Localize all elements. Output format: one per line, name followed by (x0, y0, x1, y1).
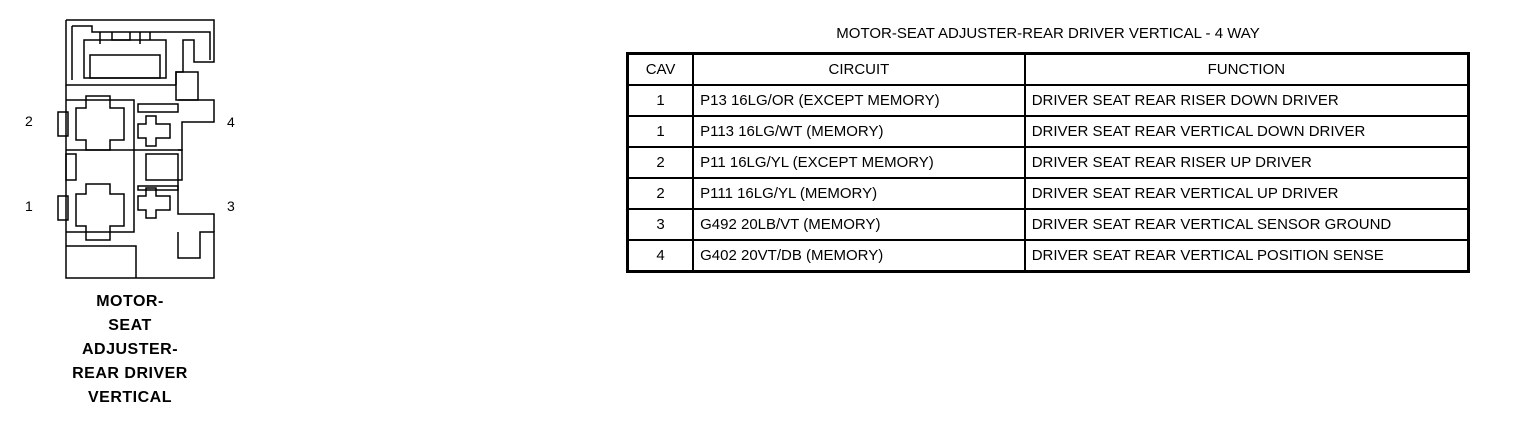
connector-name-line: ADJUSTER- (81, 341, 179, 358)
connector-side-block (176, 72, 198, 100)
cavity-label-3: 3 (227, 198, 235, 214)
connector-lock-slot (90, 55, 160, 78)
header-circuit: CIRCUIT (693, 54, 1025, 86)
connector-slot-left (66, 154, 76, 180)
connector-lock-tab (84, 40, 166, 78)
table-row (628, 147, 1469, 178)
cavity-2-terminal (76, 96, 124, 150)
connector-body-bottom (66, 246, 136, 278)
cell-circuit: P11 16LG/YL (EXCEPT MEMORY) (693, 147, 1025, 178)
table-row (628, 209, 1469, 240)
connector-small-slot-top (138, 104, 178, 112)
connector-lock-detail (100, 32, 150, 44)
cell-cav: 2 (628, 178, 694, 209)
header-function: FUNCTION (1025, 54, 1469, 86)
cell-function: DRIVER SEAT REAR VERTICAL SENSOR GROUND (1025, 209, 1469, 240)
cavity-label-2: 2 (25, 113, 33, 129)
table-header-row (628, 54, 1469, 86)
cell-function: DRIVER SEAT REAR RISER DOWN DRIVER (1025, 85, 1469, 116)
cavity-label-1: 1 (25, 198, 33, 214)
connector-face-diagram (0, 0, 300, 290)
cell-circuit: G492 20LB/VT (MEMORY) (693, 209, 1025, 240)
cell-cav: 2 (628, 147, 694, 178)
connector-latch-outer (66, 20, 214, 85)
cavity-label-4: 4 (227, 114, 235, 130)
connector-small-slot-bottom (138, 186, 178, 190)
table-row (628, 85, 1469, 116)
connector-name-line: MOTOR- (96, 293, 164, 310)
connector-name-line: SEAT (108, 317, 152, 334)
table-row (628, 240, 1469, 272)
connector-name-line: VERTICAL (88, 389, 172, 406)
cell-circuit: G402 20VT/DB (MEMORY) (693, 240, 1025, 272)
cell-cav: 3 (628, 209, 694, 240)
cell-circuit: P111 16LG/YL (MEMORY) (693, 178, 1025, 209)
table-row (628, 178, 1469, 209)
table-title: MOTOR-SEAT ADJUSTER-REAR DRIVER VERTICAL - 4 WAY (836, 25, 1260, 42)
connector-name-line: REAR DRIVER (72, 365, 188, 382)
cell-circuit: P113 16LG/WT (MEMORY) (693, 116, 1025, 147)
cell-function: DRIVER SEAT REAR RISER UP DRIVER (1025, 147, 1469, 178)
connector-name (40, 290, 220, 410)
connector-body-lower-right (178, 180, 214, 232)
cell-function: DRIVER SEAT REAR VERTICAL DOWN DRIVER (1025, 116, 1469, 147)
cell-circuit: P13 16LG/OR (EXCEPT MEMORY) (693, 85, 1025, 116)
cavity-4-terminal (138, 116, 170, 146)
header-cav: CAV (628, 54, 694, 86)
table-row (628, 116, 1469, 147)
cavity-3-terminal (138, 188, 170, 218)
cell-cav: 4 (628, 240, 694, 272)
connector-body-outline (66, 85, 214, 278)
connector-body-right-upper (178, 100, 214, 150)
cell-cav: 1 (628, 116, 694, 147)
cell-function: DRIVER SEAT REAR VERTICAL UP DRIVER (1025, 178, 1469, 209)
cell-cav: 1 (628, 85, 694, 116)
connector-slot-center (146, 154, 178, 180)
pinout-table (626, 52, 1470, 273)
cell-function: DRIVER SEAT REAR VERTICAL POSITION SENSE (1025, 240, 1469, 272)
